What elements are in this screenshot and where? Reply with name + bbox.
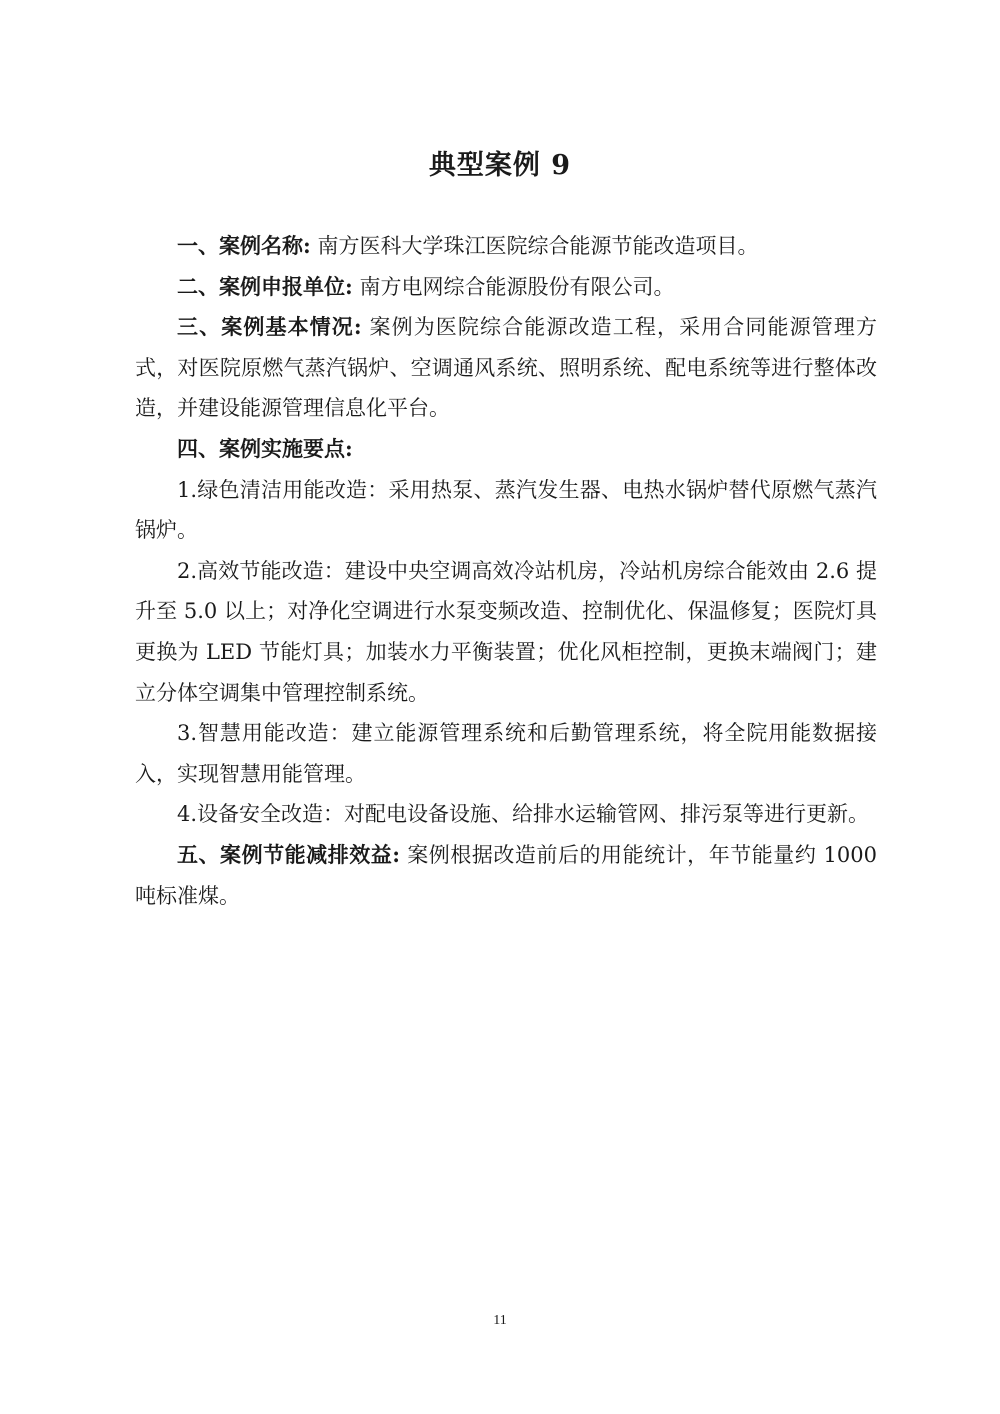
section-text: 案例根据改造前后的用能统计，年节能量约 1000 吨标准煤。 xyxy=(135,842,877,908)
section-heading: 二、案例申报单位: xyxy=(177,273,353,299)
section-case-name xyxy=(135,226,877,267)
section-heading: 四、案例实施要点: xyxy=(177,435,353,461)
section-benefit xyxy=(135,835,877,916)
section-applicant xyxy=(135,267,877,308)
section-text: 案例为医院综合能源改造工程，采用合同能源管理方式，对医院原燃气蒸汽锅炉、空调通风系统、照明系统、配电系统等进行整体改造，并建设能源管理信息化平台。 xyxy=(135,315,877,421)
section-basic-info xyxy=(135,307,877,429)
section-text: 南方电网综合能源股份有限公司。 xyxy=(359,274,675,299)
section-text: 南方医科大学珠江医院综合能源节能改造项目。 xyxy=(317,234,759,258)
key-point-item: 2.高效节能改造：建设中央空调高效冷站机房，冷站机房综合能效由 2.6 提升至 5.0 以上；对净化空调进行水泵变频改造、控制优化、保温修复；医院灯具更换为 LED 节能灯具；加装水力平衡装置；优化风柜控制，更换末端阀门；建立分体空调集中管理控制系统。 xyxy=(135,558,877,705)
document-body xyxy=(135,226,877,916)
section-heading: 三、案例基本情况: xyxy=(177,314,362,340)
section-heading: 五、案例节能减排效益: xyxy=(177,841,401,867)
page-number: 11 xyxy=(493,1313,507,1328)
key-point-item: 1.绿色清洁用能改造：采用热泵、蒸汽发生器、电热水锅炉替代原燃气蒸汽锅炉。 xyxy=(135,477,877,543)
section-heading: 一、案例名称: xyxy=(177,233,311,258)
key-point-item: 3.智慧用能改造：建立能源管理系统和后勤管理系统，将全院用能数据接入，实现智慧用能管理。 xyxy=(135,721,877,786)
section-key-points xyxy=(135,429,877,470)
document-title: 典型案例 9 xyxy=(428,150,572,181)
key-point-item: 4.设备安全改造：对配电设备设施、给排水运输管网、排污泵等进行更新。 xyxy=(177,802,870,827)
